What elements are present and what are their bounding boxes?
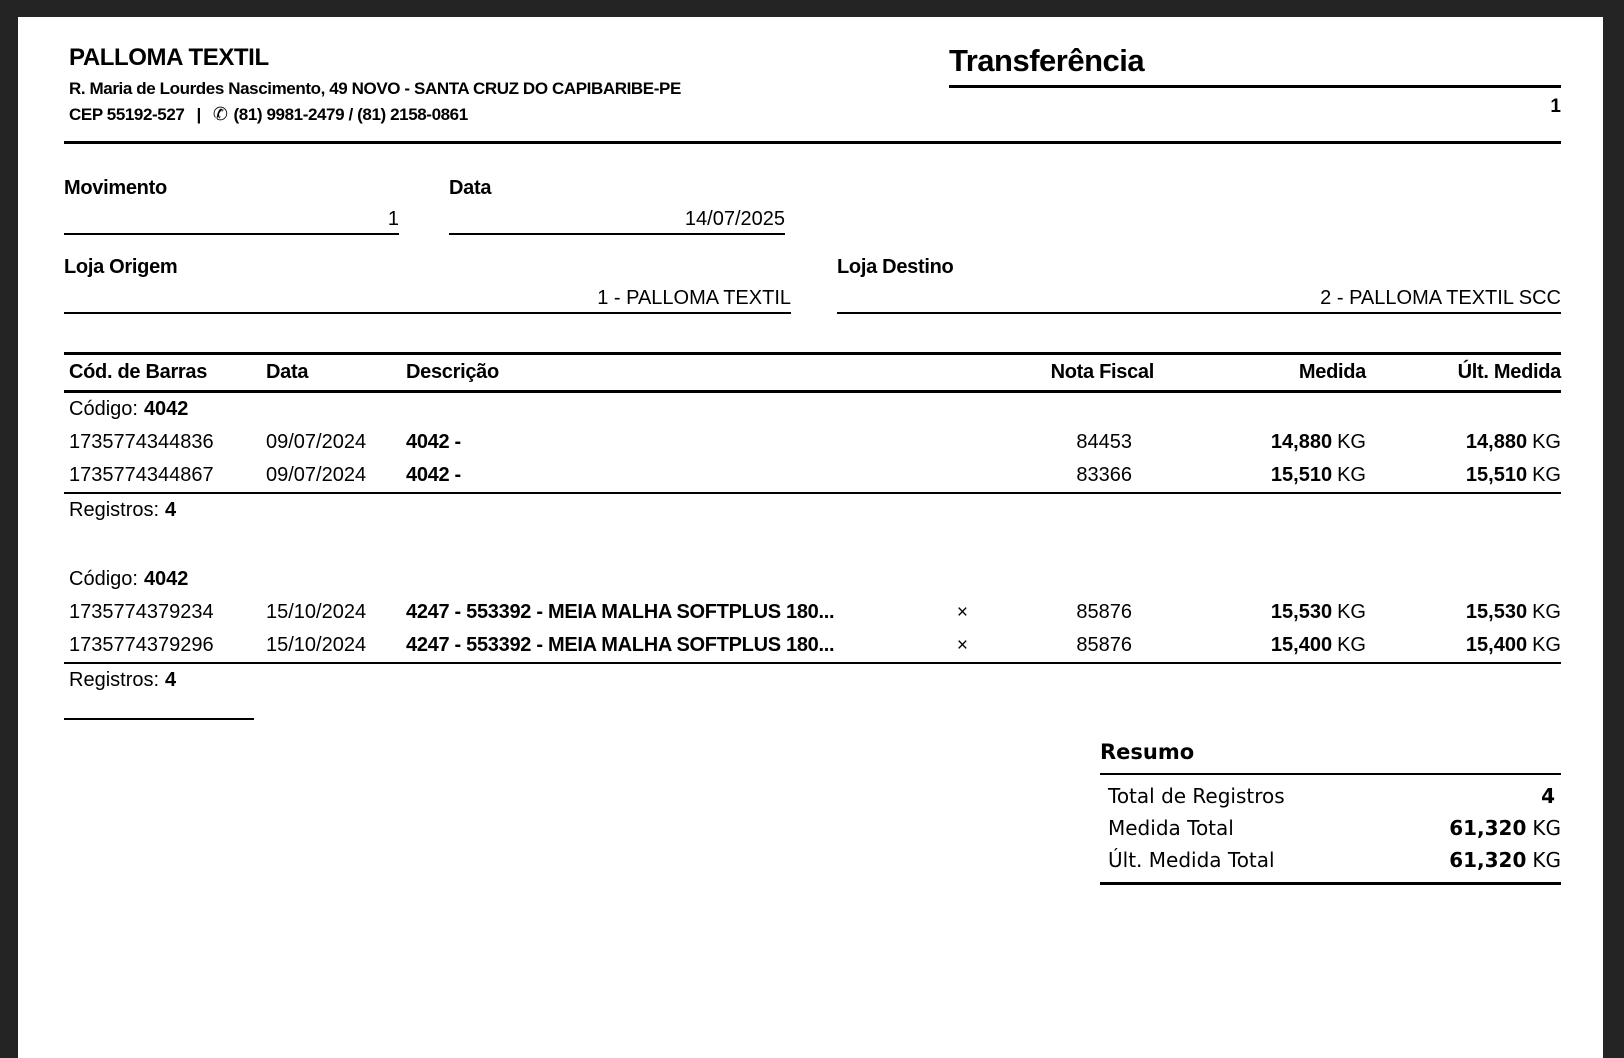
table-row (64, 596, 1561, 629)
cell-barcode: 1735774344867 (69, 464, 214, 486)
resumo-row-label: Últ. Medida Total (1108, 848, 1275, 872)
medida-unit: KG (1337, 431, 1366, 453)
field-loja-destino (837, 257, 1561, 314)
description-text: 4042 - (406, 431, 461, 453)
remove-x-mark: × (956, 602, 968, 623)
description-text: 4042 - (406, 464, 461, 486)
column-header-medida: Medida (1298, 361, 1366, 383)
field-movimento (64, 178, 399, 235)
medida-value: 15,530 (1270, 601, 1333, 623)
column-header-barcode: Cód. de Barras (69, 361, 208, 383)
resumo-bottom-rule (1100, 882, 1561, 885)
cell-ult-medida (1366, 426, 1561, 459)
group-code-value: 4042 (143, 398, 189, 420)
group-code-label: Código: (69, 398, 138, 420)
group-registros-line (64, 494, 1561, 527)
company-header (69, 45, 681, 125)
column-header-date: Data (266, 361, 309, 383)
medida-value: 14,880 (1270, 431, 1333, 453)
ult-medida-unit: KG (1532, 431, 1561, 453)
cell-barcode: 1735774379234 (69, 601, 214, 623)
cell-description (406, 426, 976, 459)
cell-nota-fiscal: 85876 (1076, 601, 1132, 623)
ult-medida-unit: KG (1532, 601, 1561, 623)
medida-value: 15,510 (1270, 464, 1333, 486)
company-name: PALLOMA TEXTIL (69, 44, 269, 71)
column-header-ult-medida: Últ. Medida (1457, 361, 1561, 383)
separator-pipe: | (196, 105, 201, 124)
medida-unit: KG (1337, 601, 1366, 623)
phone-icon: ✆ (212, 104, 228, 125)
resumo-row-label: Medida Total (1108, 816, 1234, 840)
medida-value: 15,400 (1270, 634, 1333, 656)
cell-ult-medida (1366, 629, 1561, 662)
company-cep: CEP 55192-527 (69, 105, 185, 124)
cell-description (406, 629, 976, 662)
table-row (64, 629, 1561, 662)
resumo-title: Resumo (1100, 740, 1195, 764)
cell-ult-medida (1366, 596, 1561, 629)
table-group-1 (64, 393, 1561, 527)
column-header-description: Descrição (406, 361, 499, 383)
cell-ult-medida (1366, 459, 1561, 492)
ult-medida-unit: KG (1532, 464, 1561, 486)
field-loja-origem (64, 257, 791, 314)
resumo-row-label: Total de Registros (1108, 784, 1285, 808)
cell-date: 15/10/2024 (266, 601, 367, 623)
resumo-row-total-registros (1100, 780, 1561, 812)
ult-medida-value: 15,400 (1465, 634, 1528, 656)
field-data-value: 14/07/2025 (449, 207, 785, 235)
table-group-2 (64, 563, 1561, 697)
resumo-row-unit: KG (1532, 848, 1561, 872)
remove-x-mark: × (956, 635, 968, 656)
signature-line (64, 718, 254, 720)
cell-barcode: 1735774379296 (69, 634, 214, 656)
cell-description (406, 596, 976, 629)
cell-medida (1154, 629, 1366, 662)
registros-count: 4 (165, 669, 177, 691)
ult-medida-unit: KG (1532, 634, 1561, 656)
form-fields (64, 178, 1561, 318)
registros-label: Registros: (69, 499, 160, 521)
field-movimento-label: Movimento (64, 177, 167, 199)
registros-count: 4 (165, 499, 177, 521)
table-header-row (64, 355, 1561, 390)
ult-medida-value: 14,880 (1465, 431, 1528, 453)
cell-date: 15/10/2024 (266, 634, 367, 656)
report-title-block (949, 43, 1561, 118)
field-loja-destino-label: Loja Destino (837, 256, 954, 278)
group-registros-line (64, 664, 1561, 697)
field-data-label: Data (449, 177, 492, 199)
ult-medida-value: 15,530 (1465, 601, 1528, 623)
cell-date: 09/07/2024 (266, 464, 367, 486)
resumo-row-value: 4 (1541, 784, 1555, 808)
cell-barcode: 1735774344836 (69, 431, 214, 453)
cell-nota-fiscal: 85876 (1076, 634, 1132, 656)
cell-medida (1154, 426, 1366, 459)
group-code-line (64, 393, 1561, 426)
registros-label: Registros: (69, 669, 160, 691)
description-text: 4247 - 553392 - MEIA MALHA SOFTPLUS 180... (406, 634, 835, 656)
resumo-panel (1100, 740, 1561, 885)
field-data (449, 178, 785, 235)
field-loja-origem-label: Loja Origem (64, 256, 178, 278)
cell-medida (1154, 596, 1366, 629)
resumo-rows (1100, 775, 1561, 882)
resumo-row-value: 61,320 (1449, 816, 1527, 840)
table-row (64, 426, 1561, 459)
cell-description (406, 459, 976, 492)
medida-unit: KG (1337, 464, 1366, 486)
items-table (64, 352, 1561, 720)
page-number: 1 (1550, 96, 1561, 117)
field-loja-origem-value: 1 - PALLOMA TEXTIL (64, 286, 791, 314)
ult-medida-value: 15,510 (1465, 464, 1528, 486)
document-page (18, 17, 1603, 1058)
table-row (64, 459, 1561, 492)
resumo-row-value: 61,320 (1449, 848, 1527, 872)
report-title: Transferência (949, 43, 1561, 88)
resumo-row-medida-total (1100, 812, 1561, 844)
field-loja-destino-value: 2 - PALLOMA TEXTIL SCC (837, 286, 1561, 314)
cell-date: 09/07/2024 (266, 431, 367, 453)
group-code-value: 4042 (143, 568, 189, 590)
cell-nota-fiscal: 84453 (1076, 431, 1132, 453)
resumo-row-ult-medida-total (1100, 844, 1561, 876)
medida-unit: KG (1337, 634, 1366, 656)
group-code-label: Código: (69, 568, 138, 590)
company-contact-line (69, 105, 681, 125)
cell-medida (1154, 459, 1366, 492)
document-content (64, 17, 1561, 1058)
cell-nota-fiscal: 83366 (1076, 464, 1132, 486)
resumo-row-unit: KG (1532, 816, 1561, 840)
field-movimento-value: 1 (64, 207, 399, 235)
column-header-nota-fiscal: Nota Fiscal (1050, 361, 1154, 383)
header-divider (64, 141, 1561, 144)
company-address: R. Maria de Lourdes Nascimento, 49 NOVO - SANTA CRUZ DO CAPIBARIBE-PE (69, 79, 681, 98)
description-text: 4247 - 553392 - MEIA MALHA SOFTPLUS 180... (406, 601, 835, 623)
group-code-line (64, 563, 1561, 596)
company-phones: (81) 9981-2479 / (81) 2158-0861 (233, 105, 468, 124)
